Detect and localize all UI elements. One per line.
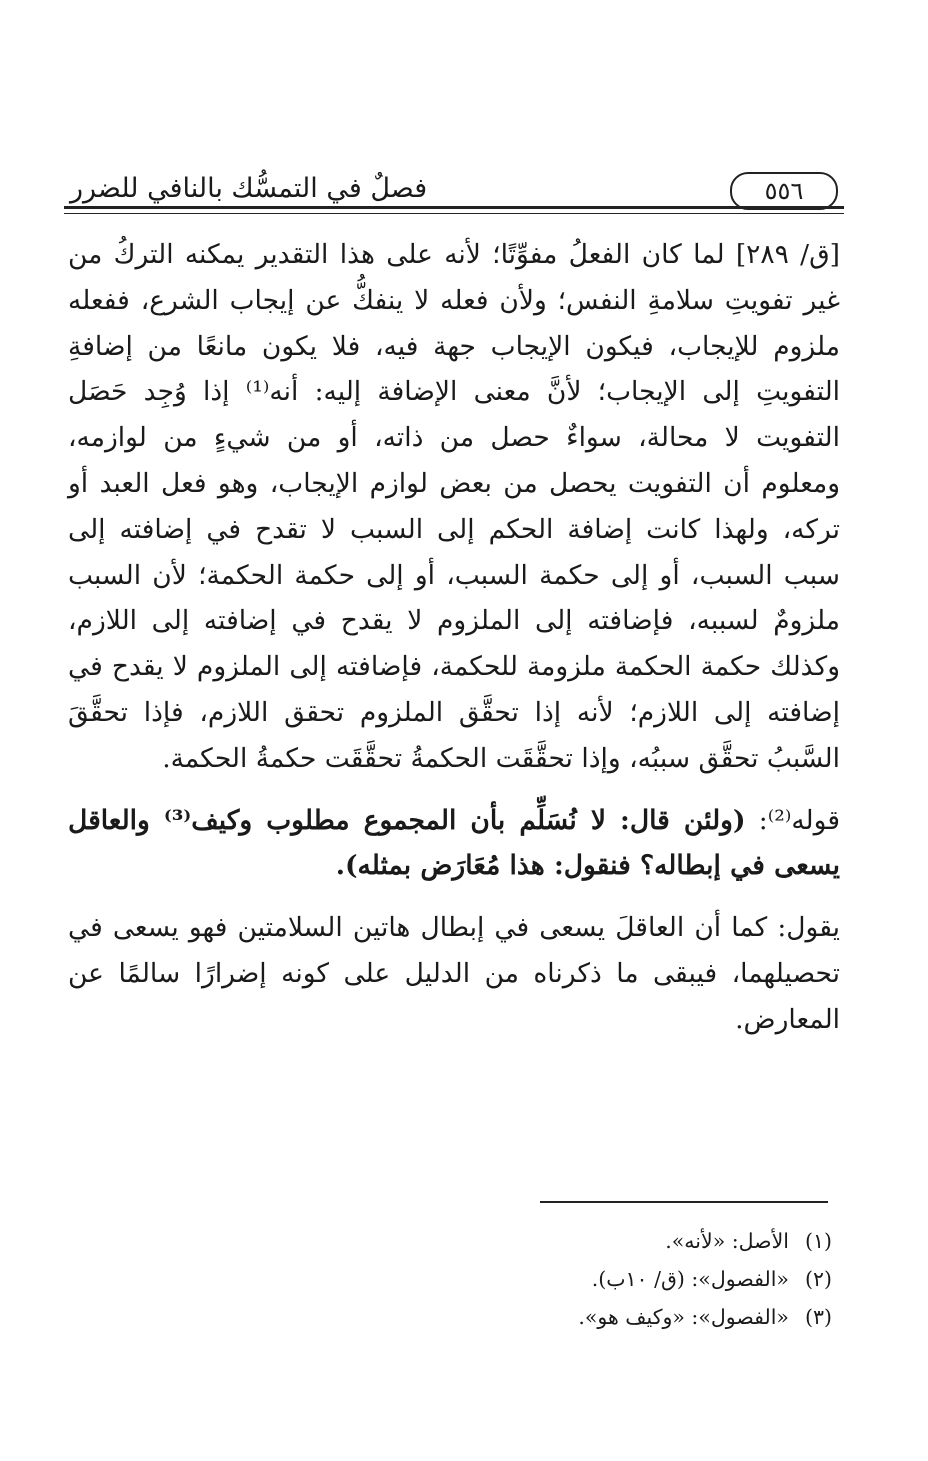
header-rule [64, 206, 844, 209]
running-title: فصلٌ في التمسُّك بالنافي للضرر [70, 173, 428, 204]
paragraph-2-lead: قوله⁽²⁾: [745, 804, 840, 836]
footnote-text: الأصل: «لأنه». [665, 1229, 789, 1253]
footnote [578, 1222, 832, 1260]
paragraph-1: [ق/ ٢٨٩] لما كان الفعلُ مفوِّتًا؛ لأنه على هذا التقدير يمكنه التركُ من غير تفويتِ سلامةِ النفس؛ ولأن فعله لا ينفكُّ عن إيجاب الشرع، ففعله ملزوم للإيجاب، فيكون الإيجاب جهة فيه، فلا يكون مانعًا من إضافةِ التفويتِ إلى الإيجاب؛ لأنَّ معنى الإضافة إليه: أنه⁽¹⁾ إذا وُجِد حَصَل التفويت لا محالة، سواءٌ حصل من ذاته، أو من شيءٍ من لوازمه، ومعلوم أن التفويت يحصل من بعض لوازم الإيجاب، وهو فعل العبد أو تركه، ولهذا كانت إضافة الحكم إلى السبب لا تقدح في إضافته إلى سبب السبب، أو إلى حكمة السبب، أو إلى حكمة الحكمة؛ لأن السبب ملزومٌ لسببه، فإضافته إلى الملزوم لا يقدح في إضافته إلى اللازم، وكذلك حكمة الحكمة ملزومة للحكمة، فإضافته إلى الملزوم لا يقدح في إضافته إلى اللازم؛ لأنه إذا تحقَّق الملزوم تحقق اللازم، فإذا تحقَّقَ السَّببُ تحقَّق سببُه، وإذا تحقَّقَت الحكمةُ تحقَّقَت حكمةُ الحكمة. [68, 239, 841, 774]
footnote [578, 1260, 832, 1298]
header-rule-thin [64, 213, 844, 214]
footnote-number: (٣) [804, 1305, 832, 1329]
footnotes [578, 1222, 832, 1336]
footnote-number: (٢) [804, 1267, 832, 1291]
footnote [578, 1298, 832, 1336]
paragraph-2-quote: (ولئن قال: لا نُسَلِّم بأن المجموع مطلوب وكيف⁽³⁾ والعاقل يسعى في إبطاله؟ فنقول: هذا مُعَارَض بمثله). [68, 804, 840, 882]
footnote-text: «الفصول»: (ق/ ١٠ب). [591, 1267, 789, 1291]
main-text [68, 232, 840, 1043]
paragraph-2 [68, 798, 840, 890]
footnote-text: «الفصول»: «وكيف هو». [578, 1305, 789, 1329]
footnote-number: (١) [804, 1229, 832, 1253]
paragraph-3: يقول: كما أن العاقلَ يسعى في إبطال هاتين السلامتين فهو يسعى في تحصيلهما، فيبقى ما ذكرناه من الدليل على كونه إضرارًا سالمًا عن المعارض. [68, 912, 840, 1035]
footnote-separator [540, 1201, 828, 1203]
page-number: ٥٥٦ [730, 172, 838, 210]
